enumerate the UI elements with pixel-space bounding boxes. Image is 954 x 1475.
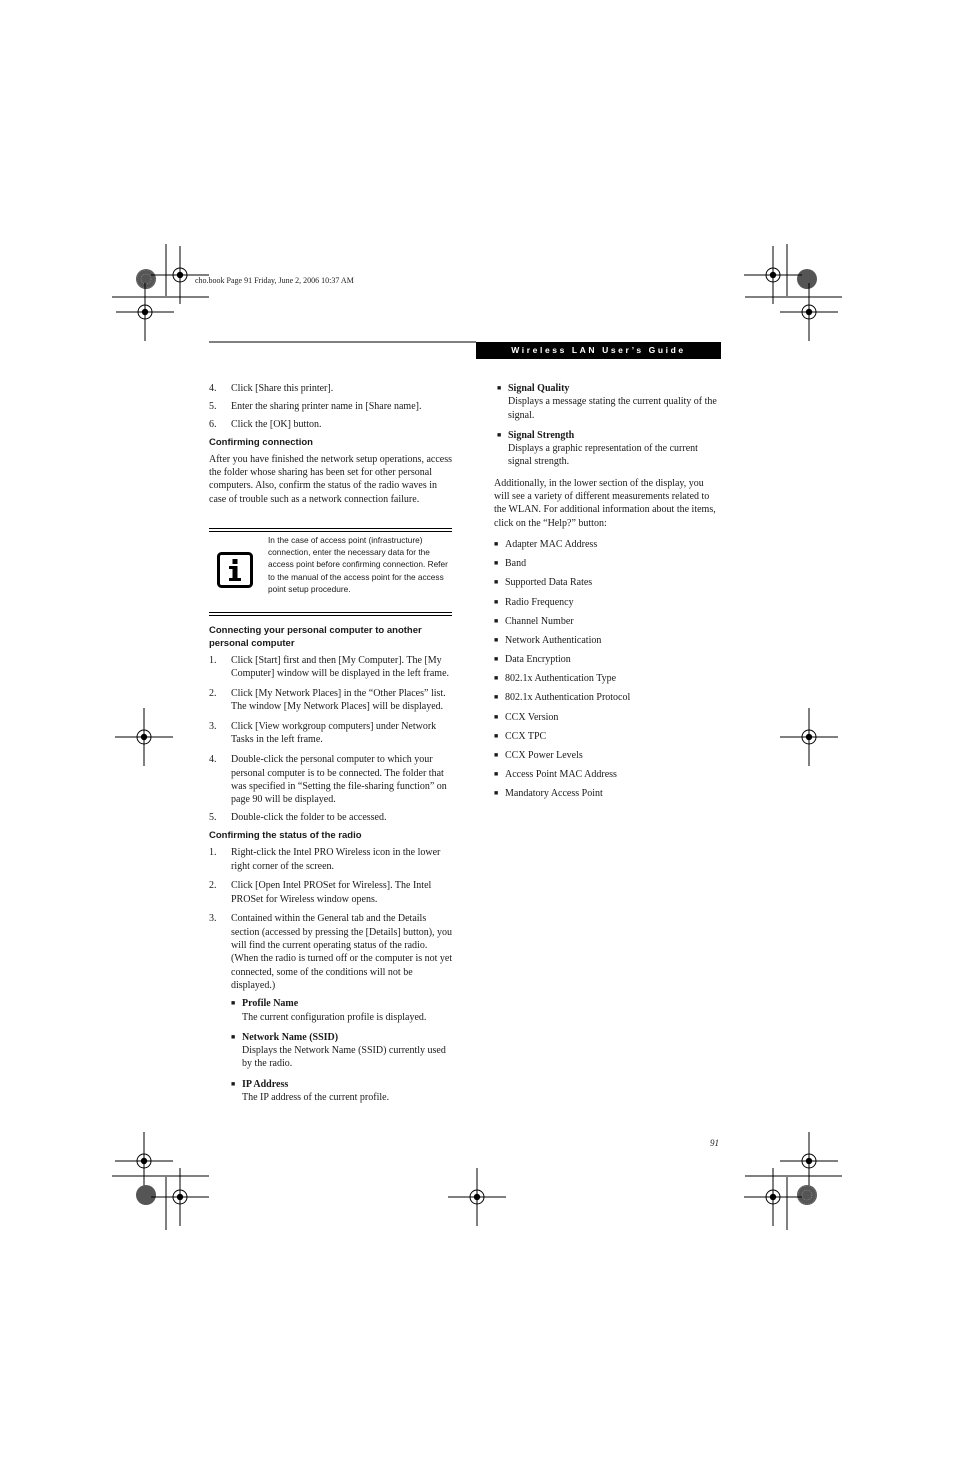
crosshair-icon bbox=[448, 1168, 506, 1226]
list-item: ■ Mandatory Access Point bbox=[494, 788, 603, 800]
crosshair-icon bbox=[780, 283, 838, 341]
step-item: 4. Click [Share this printer]. bbox=[209, 383, 334, 394]
radio-status-fields bbox=[231, 997, 453, 1104]
step-item: 3. Click [View workgroup computers] under Network Tasks in the left frame. bbox=[209, 721, 437, 746]
star-target-icon bbox=[797, 1185, 817, 1205]
list-item: ■ Channel Number bbox=[494, 615, 574, 627]
step-item: 2. Click [My Network Places] in the “Other Places” list. The window [My Network Places] will be displayed. bbox=[209, 688, 446, 713]
crosshair-icon bbox=[744, 246, 802, 304]
crosshair-icon bbox=[780, 708, 838, 766]
status-field: ■ Signal Quality Displays a message stating the current quality of the signal. bbox=[497, 383, 717, 421]
list-item: ■ Access Point MAC Address bbox=[494, 769, 617, 781]
left-column-lower bbox=[209, 624, 453, 1104]
info-icon bbox=[217, 552, 253, 588]
paragraph-confirming: After you have finished the network setup operations, access the folder whose sharing has been set for other personal computers. Also, confirm the status of the radio waves in case of trouble such as a network connection failure. bbox=[209, 453, 452, 505]
list-item: ■ 802.1x Authentication Protocol bbox=[494, 692, 631, 704]
signal-fields bbox=[497, 382, 720, 469]
steps-connect-pc bbox=[209, 654, 453, 824]
status-field: ■ Signal Strength Displays a graphic representation of the current signal strength. bbox=[497, 429, 698, 468]
status-field: ■ IP Address The IP address of the current profile. bbox=[231, 1078, 390, 1104]
paragraph-additional: Additionally, in the lower section of the display, you will see a variety of different measurements related to the WLAN. For additional information about the items, click on the “Help?” button: bbox=[494, 477, 716, 529]
crosshair-icon bbox=[116, 283, 174, 341]
crosshair-icon bbox=[780, 1132, 838, 1190]
target-dot-icon bbox=[797, 269, 817, 289]
steps-share-printer bbox=[209, 382, 453, 431]
step-item: 4. Double-click the personal computer to which your personal computer is to be connected. The folder that was specified in “Setting the file-sharing function” on page 90 will be displayed. bbox=[209, 754, 447, 806]
list-item: ■ Adapter MAC Address bbox=[494, 538, 598, 550]
step-item: 6. Click the [OK] button. bbox=[209, 418, 322, 430]
note-box bbox=[209, 528, 452, 617]
list-item: ■ Network Authentication bbox=[494, 634, 602, 646]
heading-confirming-radio: Confirming the status of the radio bbox=[209, 830, 362, 842]
right-column bbox=[494, 382, 720, 801]
step-item: 1. Right-click the Intel PRO Wireless icon in the lower right corner of the screen. bbox=[209, 847, 441, 872]
list-item: ■ Radio Frequency bbox=[494, 596, 574, 608]
step-item: 2. Click [Open Intel PROSet for Wireless]. The Intel PROSet for Wireless window opens. bbox=[209, 880, 432, 905]
heading-confirming-connection: Confirming connection bbox=[209, 436, 313, 448]
list-item: ■ Band bbox=[494, 558, 527, 570]
note-text: In the case of access point (infrastructure) connection, enter the necessary data for the access point before confirming connection. Refer to the manual of the access point for the access point setup procedure. bbox=[268, 535, 448, 594]
file-slug: cho.book Page 91 Friday, June 2, 2006 10:37 AM bbox=[195, 276, 354, 285]
status-field: ■ Network Name (SSID) Displays the Network Name (SSID) currently used by the radio. bbox=[231, 1031, 446, 1070]
measurement-list bbox=[494, 538, 720, 801]
steps-radio bbox=[209, 846, 453, 992]
crosshair-icon bbox=[115, 708, 173, 766]
target-dot-icon bbox=[136, 1185, 156, 1205]
status-field: ■ Profile Name The current configuration profile is displayed. bbox=[231, 998, 427, 1023]
crosshair-icon bbox=[151, 1168, 209, 1226]
step-item: 5. Double-click the folder to be accessed. bbox=[209, 811, 387, 823]
step-item: 3. Contained within the General tab and the Details section (accessed by pressing the [Details] button), you will find the current operating status of the radio. (When the radio is turned off or the computer is not yet connected, some of the conditions will not be displayed.) bbox=[209, 913, 453, 991]
step-item: 5. Enter the sharing printer name in [Share name]. bbox=[209, 400, 422, 412]
heading-connecting-pc: Connecting your personal computer to another personal computer bbox=[209, 625, 422, 649]
crosshair-icon bbox=[115, 1132, 173, 1190]
crosshair-icon bbox=[151, 246, 209, 304]
list-item: ■ CCX Power Levels bbox=[494, 750, 583, 762]
list-item: ■ Data Encryption bbox=[494, 654, 571, 666]
page-number: 91 bbox=[710, 1138, 719, 1148]
left-column bbox=[209, 382, 453, 506]
list-item: ■ Supported Data Rates bbox=[494, 577, 593, 589]
list-item: ■ CCX TPC bbox=[494, 730, 547, 742]
list-item: ■ CCX Version bbox=[494, 711, 559, 723]
step-item: 1. Click [Start] first and then [My Computer]. The [My Computer] window will be displayed in the left frame. bbox=[209, 655, 450, 680]
star-target-icon bbox=[136, 269, 156, 289]
list-item: ■ 802.1x Authentication Type bbox=[494, 673, 617, 685]
crosshair-icon bbox=[744, 1168, 802, 1226]
running-header bbox=[476, 342, 721, 359]
running-header-title: Wireless LAN User’s Guide bbox=[511, 345, 686, 355]
